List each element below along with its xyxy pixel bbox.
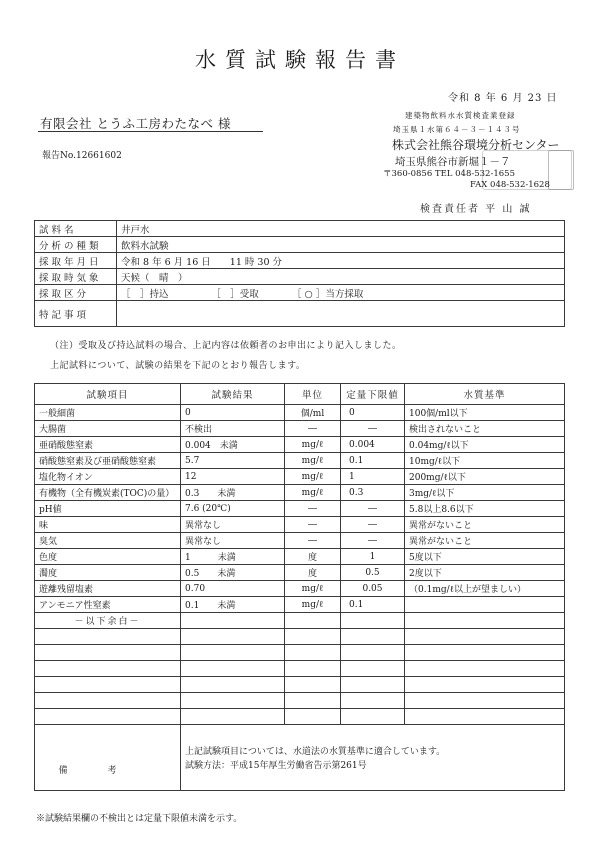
unit: 度 [285,549,341,565]
limit: 0.05 [341,581,405,597]
item: pH値 [35,501,181,517]
result: 5.7 [181,453,285,469]
footnote: ※試験結果欄の不検出とは定量下限値未満を示す。 [36,814,243,824]
standard: 異常がないこと [405,517,565,533]
standard: 異常がないこと [405,533,565,549]
item: 臭気 [35,533,181,549]
standard: 2度以下 [405,565,565,581]
client-name: 有限会社 とうふ工房わたなべ 様 [40,116,231,131]
table-row [35,565,565,581]
header-result: 試験結果 [181,384,285,405]
header-item: 試験項目 [35,384,181,405]
result: 12 [181,469,285,485]
sample-row [35,253,565,269]
table-row [35,613,565,629]
remarks-line-2: 試験方法：平成15年厚生労働省告示第261号 [185,761,367,771]
sample-value: ［ ］持込 ［ ］受取 ［ ○ ］当方採取 [117,285,565,301]
table-row [35,501,565,517]
item: 一般細菌 [35,405,181,421]
table-row [35,533,565,549]
limit: ― [341,533,405,549]
item: 濁度 [35,565,181,581]
lab-registration-1: 建築物飲料水水質検査業登録 [405,111,516,120]
sample-label: 採取年月日 [35,253,117,269]
unit: mg/ℓ [285,437,341,453]
intro-text: 上記試料について、試験の結果を下記のとおり報告します。 [50,361,306,371]
seal-stamp-icon [548,150,574,190]
remarks-label: 備考 [58,766,157,776]
sample-info-table [34,220,565,327]
report-date: 令和 8 年 6 月 23 日 [448,93,558,104]
sample-note: （注）受取及び持込試料の場合、上記内容は依頼者のお申出により記入しました。 [50,341,402,351]
standard: 100個/ml以下 [405,405,565,421]
header-standard: 水質基準 [405,384,565,405]
limit: 0.004 [341,437,405,453]
limit: ― [341,421,405,437]
standard: 200mg/ℓ以下 [405,469,565,485]
item: 硝酸態窒素及び亜硝酸態窒素 [35,453,181,469]
standard: 5度以下 [405,549,565,565]
item: 遊離残留塩素 [35,581,181,597]
remarks-line-1: 上記試験項目については、水道法の水質基準に適合しています。 [185,747,446,757]
sample-label: 採取時気象 [35,269,117,285]
unit: mg/ℓ [285,469,341,485]
result: 不検出 [181,421,285,437]
header-unit: 単位 [285,384,341,405]
sample-value: 飲料水試験 [117,237,565,253]
limit: 0.5 [341,565,405,581]
lab-tel: 〒360-0856 TEL 048-532-1655 [383,169,515,179]
inspector: 検査責任者 平 山 誠 [420,204,532,215]
limit: 0.1 [341,597,405,613]
end-mark: －以下余白－ [74,617,141,627]
empty-row [35,645,565,661]
unit: ― [285,517,341,533]
client-underline [38,131,263,132]
header-limit: 定量下限値 [341,384,405,405]
result: 7.6 (20℃) [181,501,285,517]
result: 0.70 [181,581,285,597]
unit: ― [285,501,341,517]
sample-row [35,301,565,327]
empty-row [35,677,565,693]
limit: 0.3 [341,485,405,501]
table-row [35,437,565,453]
limit: 0 [341,405,405,421]
remarks-row [35,725,565,791]
lab-address: 埼玉県熊谷市新堀１－７ [395,156,511,168]
item: 塩化物イオン [35,469,181,485]
result: 0.5 未満 [181,565,285,581]
lab-registration-2: 埼玉県１水第６４－３－１４３号 [393,125,521,134]
end-mark-cell [35,613,181,629]
lab-name: 株式会社熊谷環境分析センター [392,138,560,152]
result: 異常なし [181,533,285,549]
empty-row [35,629,565,645]
result: 0 [181,405,285,421]
standard: 検出されないこと [405,421,565,437]
unit: ― [285,533,341,549]
result: 1 未満 [181,549,285,565]
result: 0.1 未満 [181,597,285,613]
item: 有機物（全有機炭素(TOC)の量） [35,485,181,501]
item: 味 [35,517,181,533]
standard: （0.1mg/ℓ以上が望ましい） [405,581,565,597]
sample-label: 特記事項 [35,301,117,327]
table-row [35,581,565,597]
unit: mg/ℓ [285,453,341,469]
remarks-cell [181,725,565,791]
standard: 10mg/ℓ以下 [405,453,565,469]
sample-row [35,285,565,301]
unit: mg/ℓ [285,581,341,597]
sample-value [117,301,565,327]
empty-row [35,661,565,677]
remarks-label-cell [35,725,181,791]
limit: 0.1 [341,453,405,469]
limit: 1 [341,549,405,565]
lab-fax: FAX 048-532-1628 [470,180,550,190]
item: 亜硝酸態窒素 [35,437,181,453]
sample-value: 井戸水 [117,221,565,237]
sample-label: 採取区分 [35,285,117,301]
unit: mg/ℓ [285,485,341,501]
results-header-row [35,384,565,405]
standard: 0.04mg/ℓ以下 [405,437,565,453]
standard: 5.8以上8.6以下 [405,501,565,517]
unit: mg/ℓ [285,597,341,613]
unit: 個/ml [285,405,341,421]
item: 大腸菌 [35,421,181,437]
sample-value: 令和 8 年 6 月 16 日 11 時 30 分 [117,253,565,269]
sample-value: 天候（ 晴 ） [117,269,565,285]
table-row [35,517,565,533]
table-row [35,485,565,501]
limit: ― [341,517,405,533]
table-row [35,549,565,565]
table-row [35,421,565,437]
limit: ― [341,501,405,517]
limit: 1 [341,469,405,485]
standard [405,597,565,613]
report-number: 報告No.12661602 [42,151,122,161]
empty-row [35,693,565,709]
sample-label: 分析の種類 [35,237,117,253]
result: 異常なし [181,517,285,533]
unit: 度 [285,565,341,581]
result: 0.3 未満 [181,485,285,501]
results-table [34,383,565,791]
result: 0.004 未満 [181,437,285,453]
sample-row [35,221,565,237]
table-row [35,469,565,485]
sample-row [35,237,565,253]
item: 色度 [35,549,181,565]
sample-label: 試料名 [35,221,117,237]
empty-row [35,709,565,725]
unit: ― [285,421,341,437]
standard: 3mg/ℓ以下 [405,485,565,501]
table-row [35,597,565,613]
sample-row [35,269,565,285]
table-row [35,405,565,421]
table-row [35,453,565,469]
page-title: 水質試験報告書 [195,48,405,72]
item: アンモニア性窒素 [35,597,181,613]
